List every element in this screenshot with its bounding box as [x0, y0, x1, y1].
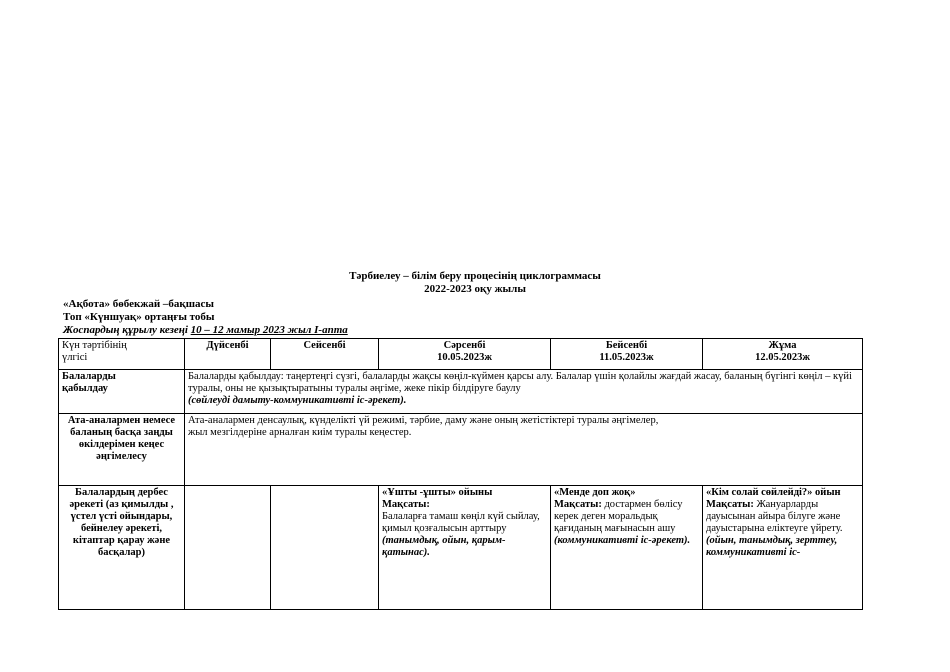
header-schedule: Күн тәртібінің үлгісі	[59, 339, 185, 370]
academic-year: 2022-2023 оқу жылы	[424, 283, 526, 295]
document-title: Тәрбиелеу – білім беру процесінің циклограммасы	[349, 270, 601, 282]
header-wednesday: Сәрсенбі 10.05.2023ж	[379, 339, 551, 370]
plan-period-label: Жоспардың құрылу кезеңі	[63, 324, 191, 336]
cell-monday-activity	[185, 486, 271, 610]
cell-tuesday-activity	[271, 486, 379, 610]
table-header-row	[59, 339, 863, 370]
header-tuesday: Сейсенбі	[271, 339, 379, 370]
table-row	[59, 486, 863, 610]
cell-thursday-activity: «Менде доп жоқ» Мақсаты: достармен бөлісу керек деген моральдық қағиданың мағынасын ашу (коммуникативті іс-әрекет).	[551, 486, 703, 610]
group-name: Топ «Күншуақ» ортаңғы тобы	[63, 311, 215, 323]
cell-wednesday-activity: «Ұшты -ұшты» ойыны Мақсаты: Балаларға тамаш көңіл күй сыйлау, қимыл қозғалысын арттыру (танымдық, ойын, қарым-қатынас).	[379, 486, 551, 610]
header-thursday: Бейсенбі 11.05.2023ж	[551, 339, 703, 370]
header-monday: Дүйсенбі	[185, 339, 271, 370]
row-label-reception: Балаларды қабылдау	[59, 370, 185, 414]
table-row	[59, 370, 863, 414]
cell-friday-activity: «Кім солай сөйлейді?» ойын Мақсаты: Жануарларды дауысынан айыра білуге және дауыстарына еліктеуге үйрету. (ойын, танымдық, зерттеу, коммуникативті іс-	[703, 486, 863, 610]
parents-text: Ата-аналармен денсаулық, күнделікті үй режимі, тәрбие, даму және оның жетістіктері туралы әңгімелер, жыл мезгілдеріне арналған киім туралы кеңестер.	[185, 414, 863, 486]
plan-period	[63, 324, 348, 337]
plan-period-dates: 10 – 12 мамыр 2023 жыл I-апта	[190, 324, 348, 336]
table-row	[59, 414, 863, 486]
cyclogram-table	[58, 338, 863, 610]
kindergarten-name: «Ақбота» бөбекжай –бақшасы	[63, 298, 215, 310]
row-label-parents: Ата-аналармен немесе баланың басқа заңды өкілдерімен кеңес әңгімелесу	[59, 414, 185, 486]
row-label-independent-activity: Балалардың дербес әрекеті (аз қимылды , үстел үсті ойындары, бейнелеу әрекеті, кітаптар қарау және басқалар)	[59, 486, 185, 610]
header-friday: Жұма 12.05.2023ж	[703, 339, 863, 370]
reception-activity: (сөйлеуді дамыту-коммуникативті іс-әрекет).	[188, 395, 407, 406]
reception-text: Балаларды қабылдау: таңертеңгі сүзгі, балаларды жақсы көңіл-күймен қарсы алу. Балалар үшін қолайлы жағдай жасау, баланың бүгінгі көңіл – күйі туралы, оны не қызықтыратыны туралы әңгіме, жеке пікір білдіруге баулу (сөйлеуді дамыту-коммуникативті іс-әрекет).	[185, 370, 863, 414]
